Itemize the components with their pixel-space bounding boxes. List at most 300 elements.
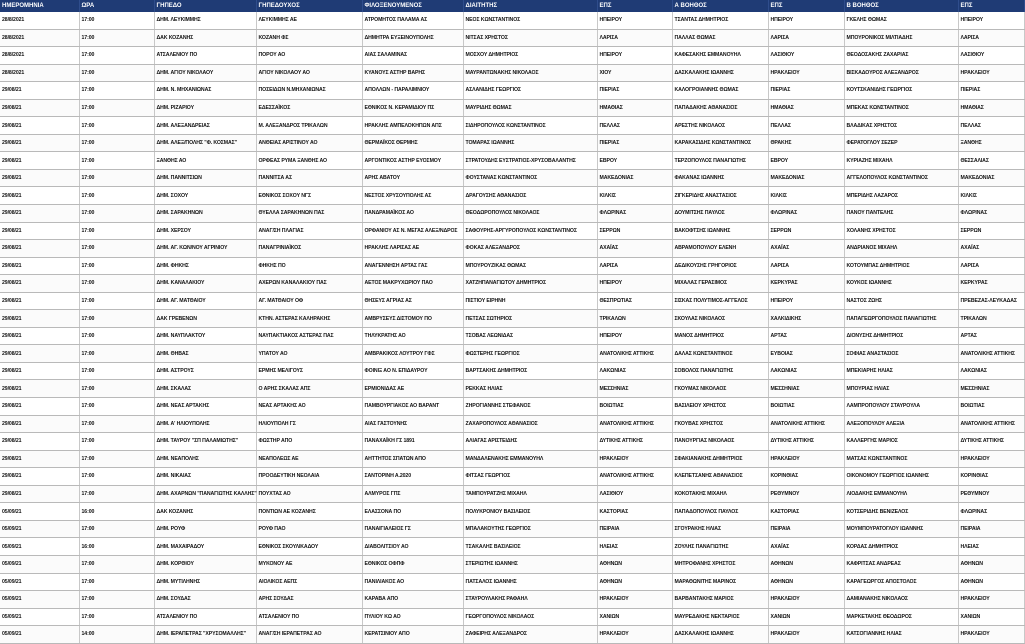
cell-assistant-b[interactable]: ΧΟΛΑΝΗΣ ΧΡΗΣΤΟΣ: [844, 222, 958, 240]
cell-stadium[interactable]: ΔΗΜ. ΝΕΑΠΟΛΗΣ: [154, 450, 256, 468]
table-row[interactable]: [0, 47, 1024, 65]
cell-referee-association[interactable]: ΑΝΑΤΟΛΙΚΗΣ ΑΤΤΙΚΗΣ: [597, 468, 672, 486]
cell-assistant-b-association[interactable]: ΑΝΑΤΟΛΙΚΗΣ ΑΤΤΙΚΗΣ: [958, 345, 1024, 363]
cell-assistant-b-association[interactable]: ΚΕΡΚΥΡΑΣ: [958, 275, 1024, 293]
cell-away-team[interactable]: ΚΑΡΑΒΑ ΑΠΟ: [362, 591, 463, 609]
cell-referee-association[interactable]: ΛΑΡΙΣΑ: [597, 29, 672, 47]
cell-stadium[interactable]: ΔΗΜ. Α' ΗΛΙΟΥΠΟΛΗΣ: [154, 415, 256, 433]
cell-referee[interactable]: ΦΩΣΤΕΡΗΣ ΓΕΩΡΓΙΟΣ: [463, 345, 597, 363]
cell-date[interactable]: 05/09/21: [0, 591, 79, 609]
cell-date[interactable]: 29/08/21: [0, 450, 79, 468]
cell-away-team[interactable]: ΕΡΜΙΟΝΙΔΑΣ ΑΕ: [362, 380, 463, 398]
cell-stadium[interactable]: ΔΗΜ. ΜΥΤΙΛΗΝΗΣ: [154, 573, 256, 591]
cell-assistant-b[interactable]: ΑΓΓΕΛΟΠΟΥΛΟΣ ΚΩΝΣΤΑΝΤΙΝΟΣ: [844, 169, 958, 187]
cell-referee-association[interactable]: ΗΡΑΚΛΕΙΟΥ: [597, 450, 672, 468]
cell-assistant-b[interactable]: ΓΚΕΛΗΣ ΘΩΜΑΣ: [844, 12, 958, 29]
cell-stadium[interactable]: ΔΗΜ. ΑΛΕΞ/ΠΟΛΗΣ "Φ. ΚΟΣΜΑΣ": [154, 134, 256, 152]
cell-referee-association[interactable]: ΗΠΕΙΡΟΥ: [597, 12, 672, 29]
cell-assistant-a[interactable]: ΓΚΟΥΒΑΣ ΧΡΗΣΤΟΣ: [672, 415, 768, 433]
cell-date[interactable]: 29/08/21: [0, 485, 79, 503]
cell-away-team[interactable]: ΠΑΝΙΛΙΑΚΟΣ ΑΟ: [362, 573, 463, 591]
cell-home-team[interactable]: ΑΝΑΓ/ΣΗ ΠΛΑΓΙΑΣ: [256, 222, 362, 240]
cell-assistant-b[interactable]: ΜΠΕΚΑΣ ΚΩΝΣΤΑΝΤΙΝΟΣ: [844, 99, 958, 117]
cell-date[interactable]: 29/08/21: [0, 187, 79, 205]
cell-referee[interactable]: ΜΑΥΡΙΔΗΣ ΘΩΜΑΣ: [463, 99, 597, 117]
cell-referee-association[interactable]: ΗΡΑΚΛΕΙΟΥ: [597, 591, 672, 609]
cell-assistant-a[interactable]: ΜΗΤΡΟΦΑΝΗΣ ΧΡΗΣΤΟΣ: [672, 555, 768, 573]
cell-date[interactable]: 28/8/2021: [0, 12, 79, 29]
cell-assistant-a[interactable]: ΚΑΡΑΚΑΣΙΔΗΣ ΚΩΝΣΤΑΝΤΙΝΟΣ: [672, 134, 768, 152]
cell-stadium[interactable]: ΔΑΚ ΓΡΕΒΕΝΩΝ: [154, 310, 256, 328]
cell-stadium[interactable]: ΔΗΜ. ΧΕΡΣΟΥ: [154, 222, 256, 240]
cell-assistant-b[interactable]: ΜΟΥΜΠΟΥΡΑΤΟΓΛΟΥ ΙΩΑΝΝΗΣ: [844, 520, 958, 538]
cell-home-team[interactable]: Μ. ΑΛΕΞΑΝΔΡΟΣ ΤΡΙΚΑΛΩΝ: [256, 117, 362, 135]
table-row[interactable]: [0, 380, 1024, 398]
cell-assistant-a-association[interactable]: ΚΑΣΤΟΡΙΑΣ: [768, 503, 844, 521]
cell-stadium[interactable]: ΔΗΜ. ΝΕΑΣ ΑΡΤΑΚΗΣ: [154, 398, 256, 416]
cell-stadium[interactable]: ΔΗΜ. ΙΕΡΑΠΕΤΡΑΣ "ΧΡΥΣΟΜΑΛΛΗΣ": [154, 626, 256, 644]
cell-away-team[interactable]: ΝΕΣΤΟΣ ΧΡΥΣΟΥΠΟΛΗΣ ΑΣ: [362, 187, 463, 205]
cell-assistant-b-association[interactable]: ΗΡΑΚΛΕΙΟΥ: [958, 450, 1024, 468]
cell-home-team[interactable]: ΑΓΙΟΥ ΝΙΚΟΛΑΟΥ ΑΟ: [256, 64, 362, 82]
cell-assistant-a[interactable]: ΔΟΥΜΙΤΣΗΣ ΠΑΥΛΟΣ: [672, 205, 768, 223]
cell-assistant-b-association[interactable]: ΤΡΙΚΑΛΩΝ: [958, 310, 1024, 328]
cell-referee[interactable]: ΘΕΟΔΩΡΟΠΟΥΛΟΣ ΝΙΚΟΛΑΟΣ: [463, 205, 597, 223]
header-assistant-a-association[interactable]: ΕΠΣ: [768, 0, 844, 12]
cell-assistant-b[interactable]: ΒΛΑΔΙΚΑΣ ΧΡΗΣΤΟΣ: [844, 117, 958, 135]
cell-stadium[interactable]: ΔΗΜ. ΑΣΤΡΟΥΣ: [154, 362, 256, 380]
cell-away-team[interactable]: ΟΡΦΑΝΙΟΥ ΑΣ Ν. ΜΕΓΑΣ ΑΛΕΞ/ΝΔΡΟΣ: [362, 222, 463, 240]
table-row[interactable]: [0, 29, 1024, 47]
cell-stadium[interactable]: ΔΗΜ. ΚΑΝΑΛΑΚΙΟΥ: [154, 275, 256, 293]
table-row[interactable]: [0, 503, 1024, 521]
cell-date[interactable]: 05/09/21: [0, 520, 79, 538]
cell-assistant-b[interactable]: ΑΝΔΡΙΑΝΟΣ ΜΙΧΑΗΛ: [844, 240, 958, 258]
cell-assistant-b-association[interactable]: ΛΑΣΙΘΙΟΥ: [958, 47, 1024, 65]
cell-away-team[interactable]: ΠΑΝΔΡΑΜΑΪΚΟΣ ΑΟ: [362, 205, 463, 223]
cell-assistant-b-association[interactable]: ΔΥΤΙΚΗΣ ΑΤΤΙΚΗΣ: [958, 433, 1024, 451]
cell-assistant-a[interactable]: ΚΑΛΟΓΡΟΙΑΝΝΗΣ ΘΩΜΑΣ: [672, 82, 768, 100]
cell-referee-association[interactable]: ΗΜΑΘΙΑΣ: [597, 99, 672, 117]
cell-referee[interactable]: ΖΑΧΑΡΟΠΟΥΛΟΣ ΑΘΑΝΑΣΙΟΣ: [463, 415, 597, 433]
cell-home-team[interactable]: Ο ΑΡΗΣ ΣΚΑΛΑΣ ΑΠΣ: [256, 380, 362, 398]
cell-referee-association[interactable]: ΗΠΕΙΡΟΥ: [597, 47, 672, 65]
cell-assistant-a[interactable]: ΑΒΡΑΜΟΠΟΥΛΟΥ ΕΛΕΝΗ: [672, 240, 768, 258]
header-stadium[interactable]: ΓΗΠΕΔΟ: [154, 0, 256, 12]
cell-assistant-b-association[interactable]: ΗΡΑΚΛΕΙΟΥ: [958, 64, 1024, 82]
table-row[interactable]: [0, 240, 1024, 258]
cell-assistant-b[interactable]: ΠΑΝΟΥ ΠΑΝΤΕΛΗΣ: [844, 205, 958, 223]
cell-assistant-a-association[interactable]: ΑΘΗΝΩΝ: [768, 555, 844, 573]
table-row[interactable]: [0, 152, 1024, 170]
cell-home-team[interactable]: ΠΟΥΧΤΑΣ ΑΟ: [256, 485, 362, 503]
cell-assistant-b-association[interactable]: ΛΑΡΙΣΑ: [958, 29, 1024, 47]
cell-home-team[interactable]: ΠΑΝΑΓΡΙΝΙΑΪΚΟΣ: [256, 240, 362, 258]
cell-away-team[interactable]: ΔΙΑΒΟΛΙΤΣΙΟΥ ΑΟ: [362, 538, 463, 556]
cell-time[interactable]: 17:00: [79, 117, 154, 135]
cell-date[interactable]: 28/8/2021: [0, 64, 79, 82]
cell-date[interactable]: 29/08/21: [0, 275, 79, 293]
cell-home-team[interactable]: ΛΕΥΚΙΜΜΗΣ ΑΕ: [256, 12, 362, 29]
cell-date[interactable]: 29/08/21: [0, 345, 79, 363]
header-away-team[interactable]: ΦΙΛΟΞΕΝΟΥΜΕΝΟΣ: [362, 0, 463, 12]
cell-away-team[interactable]: ΑΕΤΟΣ ΜΑΚΡΥΧΩΡΙΟΥ ΠΑΟ: [362, 275, 463, 293]
cell-away-team[interactable]: ΘΕΡΜΑΪΚΟΣ ΘΕΡΜΗΣ: [362, 134, 463, 152]
cell-assistant-a[interactable]: ΤΕΡΖΟΠΟΥΛΟΣ ΠΑΝΑΓΙΩΤΗΣ: [672, 152, 768, 170]
cell-assistant-a-association[interactable]: ΛΑΡΙΣΑ: [768, 29, 844, 47]
cell-assistant-a-association[interactable]: ΑΧΑΪΑΣ: [768, 538, 844, 556]
cell-home-team[interactable]: ΕΡΜΗΣ ΜΕΛΙΓΟΥΣ: [256, 362, 362, 380]
cell-assistant-b-association[interactable]: ΞΑΝΘΗΣ: [958, 134, 1024, 152]
cell-referee[interactable]: ΤΣΑΚΑΛΗΣ ΒΑΣΙΛΕΙΟΣ: [463, 538, 597, 556]
cell-home-team[interactable]: ΕΔΕΣΣΑΪΚΟΣ: [256, 99, 362, 117]
cell-assistant-a[interactable]: ΔΑΛΑΣ ΚΩΝΣΤΑΝΤΙΝΟΣ: [672, 345, 768, 363]
cell-assistant-b[interactable]: ΔΙΟΝΥΣΗΣ ΔΗΜΗΤΡΙΟΣ: [844, 327, 958, 345]
cell-assistant-b[interactable]: ΜΠΕΚΙΑΡΗΣ ΗΛΙΑΣ: [844, 362, 958, 380]
cell-referee[interactable]: ΜΑΥΡΑΝΤΩΝΑΚΗΣ ΝΙΚΟΛΑΟΣ: [463, 64, 597, 82]
cell-assistant-a[interactable]: ΤΣΑΝΤΑΣ ΔΗΜΗΤΡΙΟΣ: [672, 12, 768, 29]
cell-assistant-a-association[interactable]: ΗΠΕΙΡΟΥ: [768, 12, 844, 29]
cell-stadium[interactable]: ΑΤΣΑΛΕΝΙΟΥ ΠΟ: [154, 47, 256, 65]
table-row[interactable]: [0, 520, 1024, 538]
cell-home-team[interactable]: ΑΧΕΡΩΝ ΚΑΝΑΛΑΚΙΟΥ ΠΑΣ: [256, 275, 362, 293]
cell-home-team[interactable]: ΠΑΝΝΙΤΣΑ ΑΣ: [256, 169, 362, 187]
cell-referee[interactable]: ΒΑΡΤΣΑΚΗΣ ΔΗΜΗΤΡΙΟΣ: [463, 362, 597, 380]
cell-referee-association[interactable]: ΦΛΩΡΙΝΑΣ: [597, 205, 672, 223]
cell-referee-association[interactable]: ΗΛΕΙΑΣ: [597, 538, 672, 556]
cell-assistant-a-association[interactable]: ΧΑΝΙΩΝ: [768, 608, 844, 626]
cell-assistant-b[interactable]: ΒΙΣΚΑΔΟΥΡΟΣ ΑΛΕΞΑΝΔΡΟΣ: [844, 64, 958, 82]
cell-assistant-a[interactable]: ΖΙΓΚΕΡΙΔΗΣ ΑΝΑΣΤΑΣΙΟΣ: [672, 187, 768, 205]
cell-referee-association[interactable]: ΧΑΝΙΩΝ: [597, 608, 672, 626]
cell-away-team[interactable]: ΤΗΛΥΚΡΑΤΗΣ ΑΟ: [362, 327, 463, 345]
cell-referee[interactable]: ΠΕΤΣΑΣ ΣΩΤΗΡΙΟΣ: [463, 310, 597, 328]
cell-stadium[interactable]: ΔΗΜ. ΑΓΙΟΥ ΝΙΚΟΛΑΟΥ: [154, 64, 256, 82]
cell-referee[interactable]: ΑΛΙΑΓΑΣ ΑΡΙΣΤΕΙΔΗΣ: [463, 433, 597, 451]
cell-stadium[interactable]: ΔΗΜ. ΣΟΥΔΑΣ: [154, 591, 256, 609]
cell-home-team[interactable]: ΑΝΑΓ/ΣΗ ΙΕΡΑΠΕΤΡΑΣ ΑΟ: [256, 626, 362, 644]
cell-home-team[interactable]: ΗΛΙΟΥΠΟΛΗ ΓΣ: [256, 415, 362, 433]
table-row[interactable]: [0, 591, 1024, 609]
cell-referee[interactable]: ΓΕΩΡΓΟΠΟΥΛΟΣ ΝΙΚΟΛΑΟΣ: [463, 608, 597, 626]
cell-referee[interactable]: ΡΕΚΚΑΣ ΗΛΙΑΣ: [463, 380, 597, 398]
cell-assistant-a-association[interactable]: ΛΑΡΙΣΑ: [768, 257, 844, 275]
cell-assistant-a-association[interactable]: ΗΜΑΘΙΑΣ: [768, 99, 844, 117]
cell-date[interactable]: 29/08/21: [0, 222, 79, 240]
cell-assistant-b-association[interactable]: ΜΑΚΕΔΟΝΙΑΣ: [958, 169, 1024, 187]
cell-assistant-b[interactable]: ΚΟΥΤΣΚΑΝΙΔΗΣ ΓΕΩΡΓΙΟΣ: [844, 82, 958, 100]
cell-referee-association[interactable]: ΤΡΙΚΑΛΩΝ: [597, 310, 672, 328]
cell-referee[interactable]: ΦΟΚΑΣ ΑΛΕΞΑΝΔΡΟΣ: [463, 240, 597, 258]
cell-time[interactable]: 17:00: [79, 573, 154, 591]
cell-date[interactable]: 05/09/21: [0, 573, 79, 591]
cell-referee[interactable]: ΜΠΟΥΡΟΥΖΙΚΑΣ ΘΩΜΑΣ: [463, 257, 597, 275]
cell-time[interactable]: 17:00: [79, 555, 154, 573]
table-row[interactable]: [0, 117, 1024, 135]
cell-assistant-b-association[interactable]: ΗΜΑΘΙΑΣ: [958, 99, 1024, 117]
cell-referee-association[interactable]: ΠΙΕΡΙΑΣ: [597, 134, 672, 152]
header-home-team[interactable]: ΓΗΠΕΔΟΥΧΟΣ: [256, 0, 362, 12]
cell-away-team[interactable]: ΠΑΝΑΙΓΙΑΛΕΙΟΣ ΓΣ: [362, 520, 463, 538]
cell-assistant-b[interactable]: ΚΟΥΚΟΣ ΙΩΑΝΝΗΣ: [844, 275, 958, 293]
cell-assistant-a[interactable]: ΚΟΚΟΤΑΚΗΣ ΜΙΧΑΗΛ: [672, 485, 768, 503]
cell-referee-association[interactable]: ΑΧΑΪΑΣ: [597, 240, 672, 258]
cell-away-team[interactable]: ΗΡΑΚΛΗΣ ΑΜΠΕΛΟΚΗΠΩΝ ΑΠΣ: [362, 117, 463, 135]
cell-away-team[interactable]: ΠΑΝΑΧΑΪΚΗ ΓΣ 1891: [362, 433, 463, 451]
cell-date[interactable]: 29/08/21: [0, 292, 79, 310]
cell-assistant-a[interactable]: ΣΓΟΥΡΑΚΗΣ ΗΛΙΑΣ: [672, 520, 768, 538]
cell-time[interactable]: 17:00: [79, 485, 154, 503]
cell-stadium[interactable]: ΔΗΜ. ΣΟΧΟΥ: [154, 187, 256, 205]
cell-referee[interactable]: ΠΑΤΣΑΛΟΣ ΙΩΑΝΝΗΣ: [463, 573, 597, 591]
cell-date[interactable]: 29/08/21: [0, 398, 79, 416]
cell-time[interactable]: 17:00: [79, 380, 154, 398]
cell-referee-association[interactable]: ΠΕΙΡΑΙΑ: [597, 520, 672, 538]
cell-referee-association[interactable]: ΗΠΕΙΡΟΥ: [597, 327, 672, 345]
cell-time[interactable]: 17:00: [79, 99, 154, 117]
cell-assistant-b-association[interactable]: ΑΝΑΤΟΛΙΚΗΣ ΑΤΤΙΚΗΣ: [958, 415, 1024, 433]
cell-assistant-a-association[interactable]: ΗΡΑΚΛΕΙΟΥ: [768, 450, 844, 468]
cell-home-team[interactable]: ΚΟΖΑΝΗ ΦΣ: [256, 29, 362, 47]
cell-time[interactable]: 17:00: [79, 345, 154, 363]
cell-away-team[interactable]: ΕΛΑΣΣΟΝΑ ΠΟ: [362, 503, 463, 521]
cell-referee[interactable]: ΤΑΜΠΟΥΡΑΤΖΗΣ ΜΙΧΑΗΛ: [463, 485, 597, 503]
cell-date[interactable]: 29/08/21: [0, 327, 79, 345]
cell-referee[interactable]: ΠΙΣΤΙΟΥ ΕΙΡΗΝΗ: [463, 292, 597, 310]
cell-referee[interactable]: ΣΤΑΥΡΟΥΛΑΚΗΣ ΡΑΦΑΗΛ: [463, 591, 597, 609]
cell-time[interactable]: 17:00: [79, 187, 154, 205]
cell-away-team[interactable]: ΑΜΒΡΑΚΙΚΟΣ ΛΟΥΤΡΟΥ ΓΦΣ: [362, 345, 463, 363]
cell-assistant-b-association[interactable]: ΚΙΛΚΙΣ: [958, 187, 1024, 205]
cell-assistant-a[interactable]: ΒΑΡΒΑΝΤΑΚΗΣ ΜΑΡΙΟΣ: [672, 591, 768, 609]
cell-referee-association[interactable]: ΜΑΚΕΔΟΝΙΑΣ: [597, 169, 672, 187]
cell-assistant-a-association[interactable]: ΚΟΡΙΝΘΙΑΣ: [768, 468, 844, 486]
cell-referee-association[interactable]: ΒΟΙΩΤΙΑΣ: [597, 398, 672, 416]
cell-assistant-b-association[interactable]: ΒΟΙΩΤΙΑΣ: [958, 398, 1024, 416]
cell-assistant-b-association[interactable]: ΑΘΗΝΩΝ: [958, 573, 1024, 591]
cell-time[interactable]: 17:00: [79, 82, 154, 100]
cell-assistant-a[interactable]: ΦΑΚΑΝΑΣ ΙΩΑΝΝΗΣ: [672, 169, 768, 187]
cell-assistant-a[interactable]: ΒΑΚΟΦΤΣΗΣ ΙΩΑΝΝΗΣ: [672, 222, 768, 240]
cell-time[interactable]: 17:00: [79, 169, 154, 187]
cell-away-team[interactable]: ΣΑΝΤΟΡΙΝΗ Α.2020: [362, 468, 463, 486]
cell-time[interactable]: 17:00: [79, 134, 154, 152]
cell-assistant-a-association[interactable]: ΚΙΛΚΙΣ: [768, 187, 844, 205]
cell-stadium[interactable]: ΔΗΜ. ΣΚΑΛΑΣ: [154, 380, 256, 398]
cell-assistant-a[interactable]: ΑΡΕΣΤΗΣ ΝΙΚΟΛΑΟΣ: [672, 117, 768, 135]
cell-assistant-a[interactable]: ΔΑΣΚΑΛΑΚΗΣ ΙΩΑΝΝΗΣ: [672, 64, 768, 82]
cell-assistant-a[interactable]: ΜΑΥΡΕΔΑΚΗΣ ΝΕΚΤΑΡΙΟΣ: [672, 608, 768, 626]
cell-date[interactable]: 29/08/21: [0, 205, 79, 223]
cell-time[interactable]: 17:00: [79, 398, 154, 416]
cell-assistant-a[interactable]: ΠΑΝΟΥΡΓΙΑΣ ΝΙΚΟΛΑΟΣ: [672, 433, 768, 451]
cell-assistant-b-association[interactable]: ΛΑΚΩΝΙΑΣ: [958, 362, 1024, 380]
cell-time[interactable]: 17:00: [79, 64, 154, 82]
table-row[interactable]: [0, 345, 1024, 363]
cell-referee-association[interactable]: ΠΕΛΛΑΣ: [597, 117, 672, 135]
cell-stadium[interactable]: ΔΗΜ. ΝΙΚΑΙΑΣ: [154, 468, 256, 486]
cell-assistant-b-association[interactable]: ΧΑΝΙΩΝ: [958, 608, 1024, 626]
cell-assistant-a-association[interactable]: ΜΑΚΕΔΟΝΙΑΣ: [768, 169, 844, 187]
cell-date[interactable]: 29/08/21: [0, 433, 79, 451]
cell-home-team[interactable]: ΑΝΘΕΙΑΣ ΑΡΙΣΤΙΝΟΥ ΑΟ: [256, 134, 362, 152]
cell-assistant-b-association[interactable]: ΑΘΗΝΩΝ: [958, 555, 1024, 573]
table-row[interactable]: [0, 292, 1024, 310]
cell-assistant-b-association[interactable]: ΠΙΕΡΙΑΣ: [958, 82, 1024, 100]
cell-date[interactable]: 29/08/21: [0, 240, 79, 258]
cell-assistant-b-association[interactable]: ΘΕΣΣΑΛΙΑΣ: [958, 152, 1024, 170]
cell-assistant-b-association[interactable]: ΑΧΑΪΑΣ: [958, 240, 1024, 258]
header-assistant-a[interactable]: Α ΒΟΗΘΟΣ: [672, 0, 768, 12]
cell-time[interactable]: 17:00: [79, 608, 154, 626]
cell-assistant-a-association[interactable]: ΠΕΙΡΑΙΑ: [768, 520, 844, 538]
cell-referee-association[interactable]: ΕΒΡΟΥ: [597, 152, 672, 170]
cell-assistant-b-association[interactable]: ΚΟΡΙΝΘΙΑΣ: [958, 468, 1024, 486]
cell-assistant-b[interactable]: ΚΑΤΣΟΓΙΑΝΝΗΣ ΗΛΙΑΣ: [844, 626, 958, 644]
cell-assistant-b-association[interactable]: ΗΛΕΙΑΣ: [958, 538, 1024, 556]
cell-assistant-a-association[interactable]: ΕΒΡΟΥ: [768, 152, 844, 170]
cell-assistant-b-association[interactable]: ΣΕΡΡΩΝ: [958, 222, 1024, 240]
cell-assistant-b-association[interactable]: ΡΕΘΥΜΝΟΥ: [958, 485, 1024, 503]
cell-assistant-b[interactable]: ΜΠΟΥΡΟΝΙΚΟΣ ΜΙΛΤΙΑΔΗΣ: [844, 29, 958, 47]
cell-referee[interactable]: ΦΟΥΣΤΑΝΑΣ ΚΩΝΣΤΑΝΤΙΝΟΣ: [463, 169, 597, 187]
cell-referee[interactable]: ΝΙΤΣΑΣ ΧΡΗΣΤΟΣ: [463, 29, 597, 47]
cell-home-team[interactable]: ΑΤΣΑΛΕΝΙΟΥ ΠΟ: [256, 608, 362, 626]
cell-assistant-a[interactable]: ΚΑΦΕΣΑΚΗΣ ΕΜΜΑΝΟΥΗΛ: [672, 47, 768, 65]
cell-time[interactable]: 17:00: [79, 257, 154, 275]
cell-assistant-a[interactable]: ΣΚΟΥΛΑΣ ΝΙΚΟΛΑΟΣ: [672, 310, 768, 328]
cell-referee[interactable]: ΣΙΔΗΡΟΠΟΥΛΟΣ ΚΩΝΣΤΑΝΤΙΝΟΣ: [463, 117, 597, 135]
cell-assistant-a[interactable]: ΠΑΠΑΔΑΚΗΣ ΑΘΑΝΑΣΙΟΣ: [672, 99, 768, 117]
cell-referee[interactable]: ΔΡΑΓΟΥΣΗΣ ΑΘΑΝΑΣΙΟΣ: [463, 187, 597, 205]
cell-date[interactable]: 29/08/21: [0, 257, 79, 275]
table-row[interactable]: [0, 555, 1024, 573]
cell-home-team[interactable]: ΕΘΝΙΚΟΣ ΣΚΟΥΛΙΚΑΔΟΥ: [256, 538, 362, 556]
cell-referee-association[interactable]: ΚΙΛΚΙΣ: [597, 187, 672, 205]
table-row[interactable]: [0, 450, 1024, 468]
cell-assistant-a-association[interactable]: ΘΡΑΚΗΣ: [768, 134, 844, 152]
cell-referee-association[interactable]: ΛΑΣΙΘΙΟΥ: [597, 485, 672, 503]
cell-assistant-b[interactable]: ΟΙΚΟΝΟΜΟΥ ΓΕΩΡΓΙΟΣ ΙΩΑΝΝΗΣ: [844, 468, 958, 486]
cell-date[interactable]: 29/08/21: [0, 310, 79, 328]
cell-assistant-a[interactable]: ΜΑΡΑΘΩΝΙΤΗΣ ΜΑΡΙΝΟΣ: [672, 573, 768, 591]
table-row[interactable]: [0, 205, 1024, 223]
cell-away-team[interactable]: ΕΘΝΙΚΟΣ ΟΦΠΦ: [362, 555, 463, 573]
cell-assistant-a[interactable]: ΔΕΔΙΚΟΥΣΗΣ ΓΡΗΓΟΡΙΟΣ: [672, 257, 768, 275]
table-row[interactable]: [0, 433, 1024, 451]
cell-home-team[interactable]: ΝΑΥΠΑΚΤΙΑΚΟΣ ΑΣΤΕΡΑΣ ΠΑΣ: [256, 327, 362, 345]
cell-home-team[interactable]: ΝΕΑΣ ΑΡΤΑΚΗΣ ΑΟ: [256, 398, 362, 416]
header-assistant-b-association[interactable]: ΕΠΣ: [958, 0, 1024, 12]
cell-stadium[interactable]: ΔΑΚ ΚΟΖΑΝΗΣ: [154, 503, 256, 521]
cell-time[interactable]: 17:00: [79, 327, 154, 345]
cell-home-team[interactable]: ΠΟΡΟΥ ΑΟ: [256, 47, 362, 65]
cell-assistant-a-association[interactable]: ΒΟΙΩΤΙΑΣ: [768, 398, 844, 416]
cell-assistant-b[interactable]: ΚΟΤΟΥΜΠΑΣ ΔΗΜΗΤΡΙΟΣ: [844, 257, 958, 275]
cell-time[interactable]: 17:00: [79, 47, 154, 65]
table-row[interactable]: [0, 275, 1024, 293]
cell-referee-association[interactable]: ΠΙΕΡΙΑΣ: [597, 82, 672, 100]
cell-assistant-b-association[interactable]: ΦΛΩΡΙΝΑΣ: [958, 503, 1024, 521]
table-row[interactable]: [0, 257, 1024, 275]
cell-away-team[interactable]: ΑΝΑΓΕΝΝΗΣΗ ΑΡΤΑΣ ΓΑΣ: [362, 257, 463, 275]
cell-referee-association[interactable]: ΗΠΕΙΡΟΥ: [597, 275, 672, 293]
cell-away-team[interactable]: ΘΗΣΕΥΣ ΑΓΡΙΑΣ ΑΣ: [362, 292, 463, 310]
cell-time[interactable]: 17:00: [79, 152, 154, 170]
cell-assistant-b[interactable]: ΜΠΟΥΡΙΑΣ ΗΛΙΑΣ: [844, 380, 958, 398]
cell-away-team[interactable]: ΔΗΜΗΤΡΑ ΕΥΞΕΙΝΟΥΠΟΛΗΣ: [362, 29, 463, 47]
cell-stadium[interactable]: ΔΗΜ. ΤΑΥΡΟΥ "ΣΠ ΠΑΛΑΜΙΩΤΗΣ": [154, 433, 256, 451]
cell-assistant-b[interactable]: ΚΑΛΛΕΡΓΗΣ ΜΑΡΙΟΣ: [844, 433, 958, 451]
cell-time[interactable]: 17:00: [79, 468, 154, 486]
cell-away-team[interactable]: ΑΜΒΡΥΣΕΥΣ ΔΙΣΤΟΜΟΥ ΠΟ: [362, 310, 463, 328]
cell-stadium[interactable]: ΔΗΜ. ΡΙΖΑΡΙΟΥ: [154, 99, 256, 117]
cell-referee[interactable]: ΖΗΡΟΓΙΑΝΝΗΣ ΣΤΕΦΑΝΟΣ: [463, 398, 597, 416]
cell-assistant-b[interactable]: ΜΠΕΡΙΔΗΣ ΛΑΖΑΡΟΣ: [844, 187, 958, 205]
cell-assistant-b[interactable]: ΚΑΡΑΓΕΩΡΓΟΣ ΑΠΟΣΤΟΛΟΣ: [844, 573, 958, 591]
cell-away-team[interactable]: ΚΕΡΑΤΣΙΝΙΟΥ ΑΠΟ: [362, 626, 463, 644]
cell-stadium[interactable]: ΑΤΣΑΛΕΝΙΟΥ ΠΟ: [154, 608, 256, 626]
cell-stadium[interactable]: ΔΗΜ. ΚΟΡΘΙΟΥ: [154, 555, 256, 573]
cell-assistant-b-association[interactable]: ΛΑΡΙΣΑ: [958, 257, 1024, 275]
cell-referee-association[interactable]: ΑΘΗΝΩΝ: [597, 573, 672, 591]
cell-home-team[interactable]: ΥΠΑΤΟΥ ΑΟ: [256, 345, 362, 363]
cell-date[interactable]: 29/08/21: [0, 468, 79, 486]
header-date[interactable]: ΗΜΕΡΟΜΗΝΙΑ: [0, 0, 79, 12]
cell-assistant-b[interactable]: ΦΕΡΑΤΟΓΛΟΥ ΣΕΖΕΡ: [844, 134, 958, 152]
cell-assistant-a[interactable]: ΣΦΑΚΙΑΝΑΚΗΣ ΔΗΜΗΤΡΙΟΣ: [672, 450, 768, 468]
cell-time[interactable]: 17:00: [79, 591, 154, 609]
cell-stadium[interactable]: ΔΗΜ. ΑΓ. ΚΩΝ/ΝΟΥ ΑΓΡΙΝΙΟΥ: [154, 240, 256, 258]
cell-assistant-b[interactable]: ΔΑΜΙΑΝΑΚΗΣ ΝΙΚΟΛΑΟΣ: [844, 591, 958, 609]
cell-stadium[interactable]: ΔΗΜ. ΑΓ. ΜΑΤΘΑΙΟΥ: [154, 292, 256, 310]
cell-assistant-a-association[interactable]: ΑΘΗΝΩΝ: [768, 573, 844, 591]
header-referee[interactable]: ΔΙΑΙΤΗΤΗΣ: [463, 0, 597, 12]
cell-assistant-b[interactable]: ΝΑΣΤΟΣ ΖΩΗΣ: [844, 292, 958, 310]
cell-away-team[interactable]: ΑΡΓΟΝΤΙΚΟΣ ΑΣΤΗΡ ΕΥΟΣΜΟΥ: [362, 152, 463, 170]
cell-home-team[interactable]: ΝΕΑΠΟΛΕΩΣ ΑΕ: [256, 450, 362, 468]
cell-home-team[interactable]: ΕΘΝΙΚΟΣ ΣΟΧΟΥ ΝΓΣ: [256, 187, 362, 205]
cell-assistant-b[interactable]: ΛΑΜΠΡΟΠΟΥΛΟΥ ΣΤΑΥΡΟΥΛΑ: [844, 398, 958, 416]
cell-referee[interactable]: ΜΑΝΔΑΛΕΝΑΚΗΣ ΕΜΜΑΝΟΥΗΛ: [463, 450, 597, 468]
cell-assistant-a-association[interactable]: ΗΠΕΙΡΟΥ: [768, 292, 844, 310]
cell-stadium[interactable]: ΔΗΜ. ΑΧΑΡΝΩΝ "ΠΑΝΑΓΙΩΤΗΣ ΚΑΛΛΗΣ": [154, 485, 256, 503]
table-row[interactable]: [0, 573, 1024, 591]
cell-time[interactable]: 17:00: [79, 292, 154, 310]
cell-assistant-a-association[interactable]: ΜΕΣΣΗΝΙΑΣ: [768, 380, 844, 398]
header-referee-association[interactable]: ΕΠΣ: [597, 0, 672, 12]
cell-away-team[interactable]: ΑΠΟΛΛΩΝ - ΠΑΡΑΛΙΜΝΙΟΥ: [362, 82, 463, 100]
cell-referee[interactable]: ΤΟΜΑΡΑΣ ΙΩΑΝΝΗΣ: [463, 134, 597, 152]
cell-away-team[interactable]: ΑΙΑΣ ΣΑΛΑΜΙΝΑΣ: [362, 47, 463, 65]
table-row[interactable]: [0, 398, 1024, 416]
cell-home-team[interactable]: ΑΓ. ΜΑΤΘΑΙΟΥ ΟΦ: [256, 292, 362, 310]
cell-referee[interactable]: ΣΑΦΟΥΡΗΣ-ΑΡΓΥΡΟΠΟΥΛΟΣ ΚΩΝΣΤΑΝΤΙΝΟΣ: [463, 222, 597, 240]
cell-referee[interactable]: ΜΠΑΛΑΚΟΥΤΗΣ ΓΕΩΡΓΙΟΣ: [463, 520, 597, 538]
table-row[interactable]: [0, 362, 1024, 380]
cell-assistant-a[interactable]: ΠΑΛΛΑΣ ΘΩΜΑΣ: [672, 29, 768, 47]
cell-assistant-b[interactable]: ΚΟΡΔΑΣ ΔΗΜΗΤΡΙΟΣ: [844, 538, 958, 556]
cell-home-team[interactable]: ΦΗΚΗΣ ΠΟ: [256, 257, 362, 275]
cell-stadium[interactable]: ΔΗΜ. ΠΑΝΝΙΤΣΙΩΝ: [154, 169, 256, 187]
cell-referee[interactable]: ΧΑΤΖΗΠΑΝΑΓΙΩΤΟΥ ΔΗΜΗΤΡΙΟΣ: [463, 275, 597, 293]
cell-assistant-a-association[interactable]: ΧΑΛΚΙΔΙΚΗΣ: [768, 310, 844, 328]
cell-assistant-a[interactable]: ΣΟΒΟΛΟΣ ΠΑΝΑΓΙΩΤΗΣ: [672, 362, 768, 380]
table-row[interactable]: [0, 82, 1024, 100]
cell-assistant-b[interactable]: ΑΛΕΞΟΠΟΥΛΟΥ ΑΛΕΞΙΑ: [844, 415, 958, 433]
table-row[interactable]: [0, 608, 1024, 626]
cell-assistant-b-association[interactable]: ΠΕΛΛΑΣ: [958, 117, 1024, 135]
